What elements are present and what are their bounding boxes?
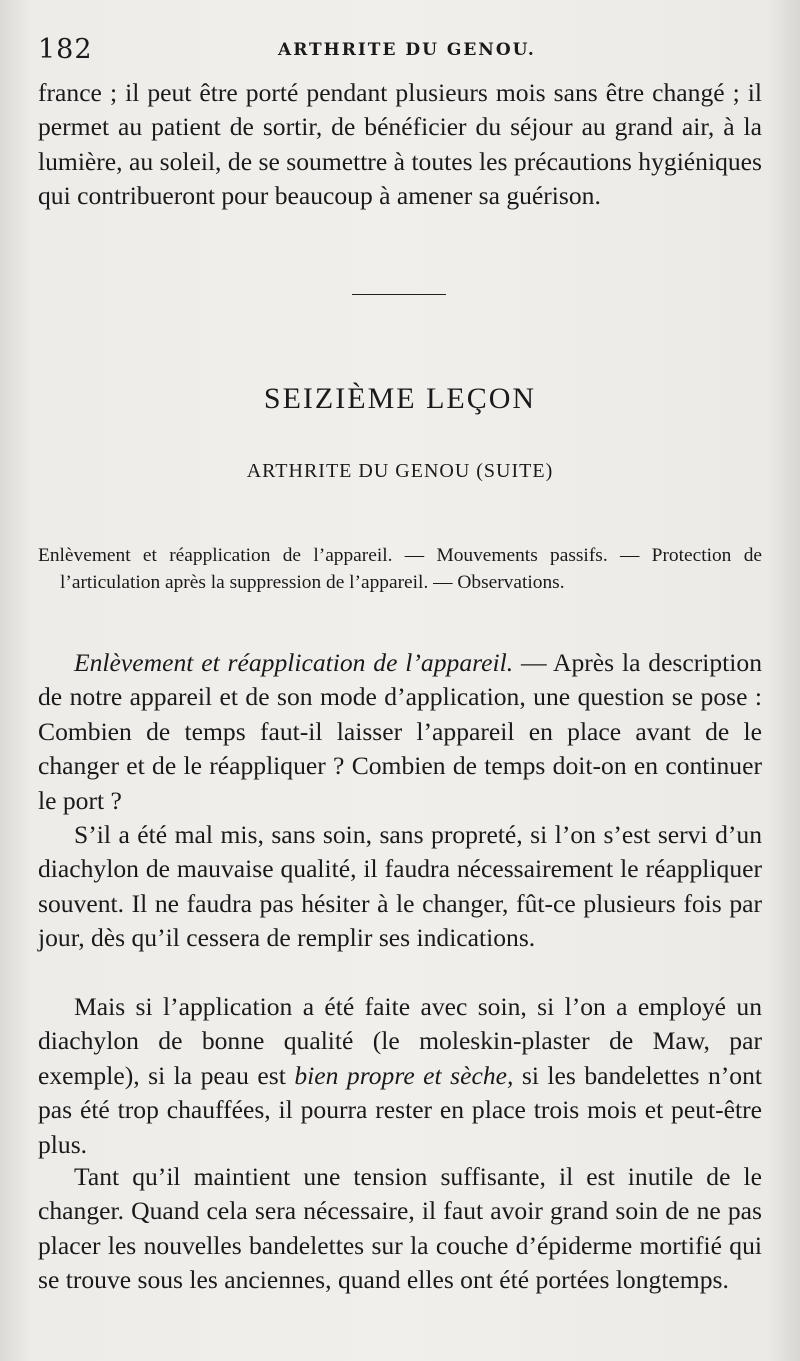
paragraph-removal [38, 646, 762, 818]
paragraph-tension: Tant qu’il maintient une tension suffisante, il est inutile de le changer. Quand cela sera nécessaire, il faut avoir grand soin de ne pas placer les nouvelles bandelettes sur la couche d’épiderme mortifié qui se trouve sous les anciennes, quand elles ont été portées longtemps. [38, 1162, 762, 1295]
page-number: 182 [38, 34, 93, 65]
chapter-subtitle: ARTHRITE DU GENOU (SUITE) [246, 460, 554, 482]
summary-text: Enlèvement et réapplication de l’appareil. — Mouvements passifs. — Protection de l’articulation après la suppression de l’appareil. — Observations. [38, 545, 762, 593]
paragraph-good-emphasis: bien propre et sèche, [294, 1060, 514, 1090]
paragraph-good-after: si les bandelettes n’ont pas été trop chauffées, il pourra rester en place trois mois et peut-être plus. [38, 1060, 762, 1159]
section-divider [352, 294, 446, 295]
chapter-summary [38, 542, 762, 596]
running-title: ARTHRITE DU GENOU. [278, 40, 536, 60]
page-header [38, 34, 756, 70]
chapter-title: SEIZIÈME LEÇON [263, 382, 537, 415]
paragraph-removal-text: — Après la description de notre appareil et de son mode d’application, une question se pose : Combien de temps faut-il laisser l’appareil en place avant de le changer et de le réappliquer ? Combien de temps doit-on en continuer le port ? [38, 648, 762, 815]
paragraph-good-before: Mais si l’application a été faite avec soin, si l’on a employé un diachylon de bonne qualité (le moleskin-plaster de Maw, par exemple), si la peau est [38, 992, 762, 1090]
paragraph-good-application [38, 990, 762, 1162]
paragraph-lead-italic: Enlèvement et réapplication de l’appareil. [74, 648, 514, 677]
paragraph-bad-application: S’il a été mal mis, sans soin, sans propreté, si l’on s’est servi d’un diachylon de mauvaise qualité, il faudra nécessairement le réappliquer souvent. Il ne faudra pas hésiter à le changer, fût-ce plusieurs fois par jour, dès qu’il cessera de remplir ses indications. [38, 820, 762, 953]
paragraph-continued: france ; il peut être porté pendant plusieurs mois sans être changé ; il permet au patient de sortir, de bénéficier du séjour au grand air, à la lumière, au soleil, de se soumettre à toutes les précautions hygiéniques qui contribueront pour beaucoup à amener sa guérison. [38, 78, 762, 211]
